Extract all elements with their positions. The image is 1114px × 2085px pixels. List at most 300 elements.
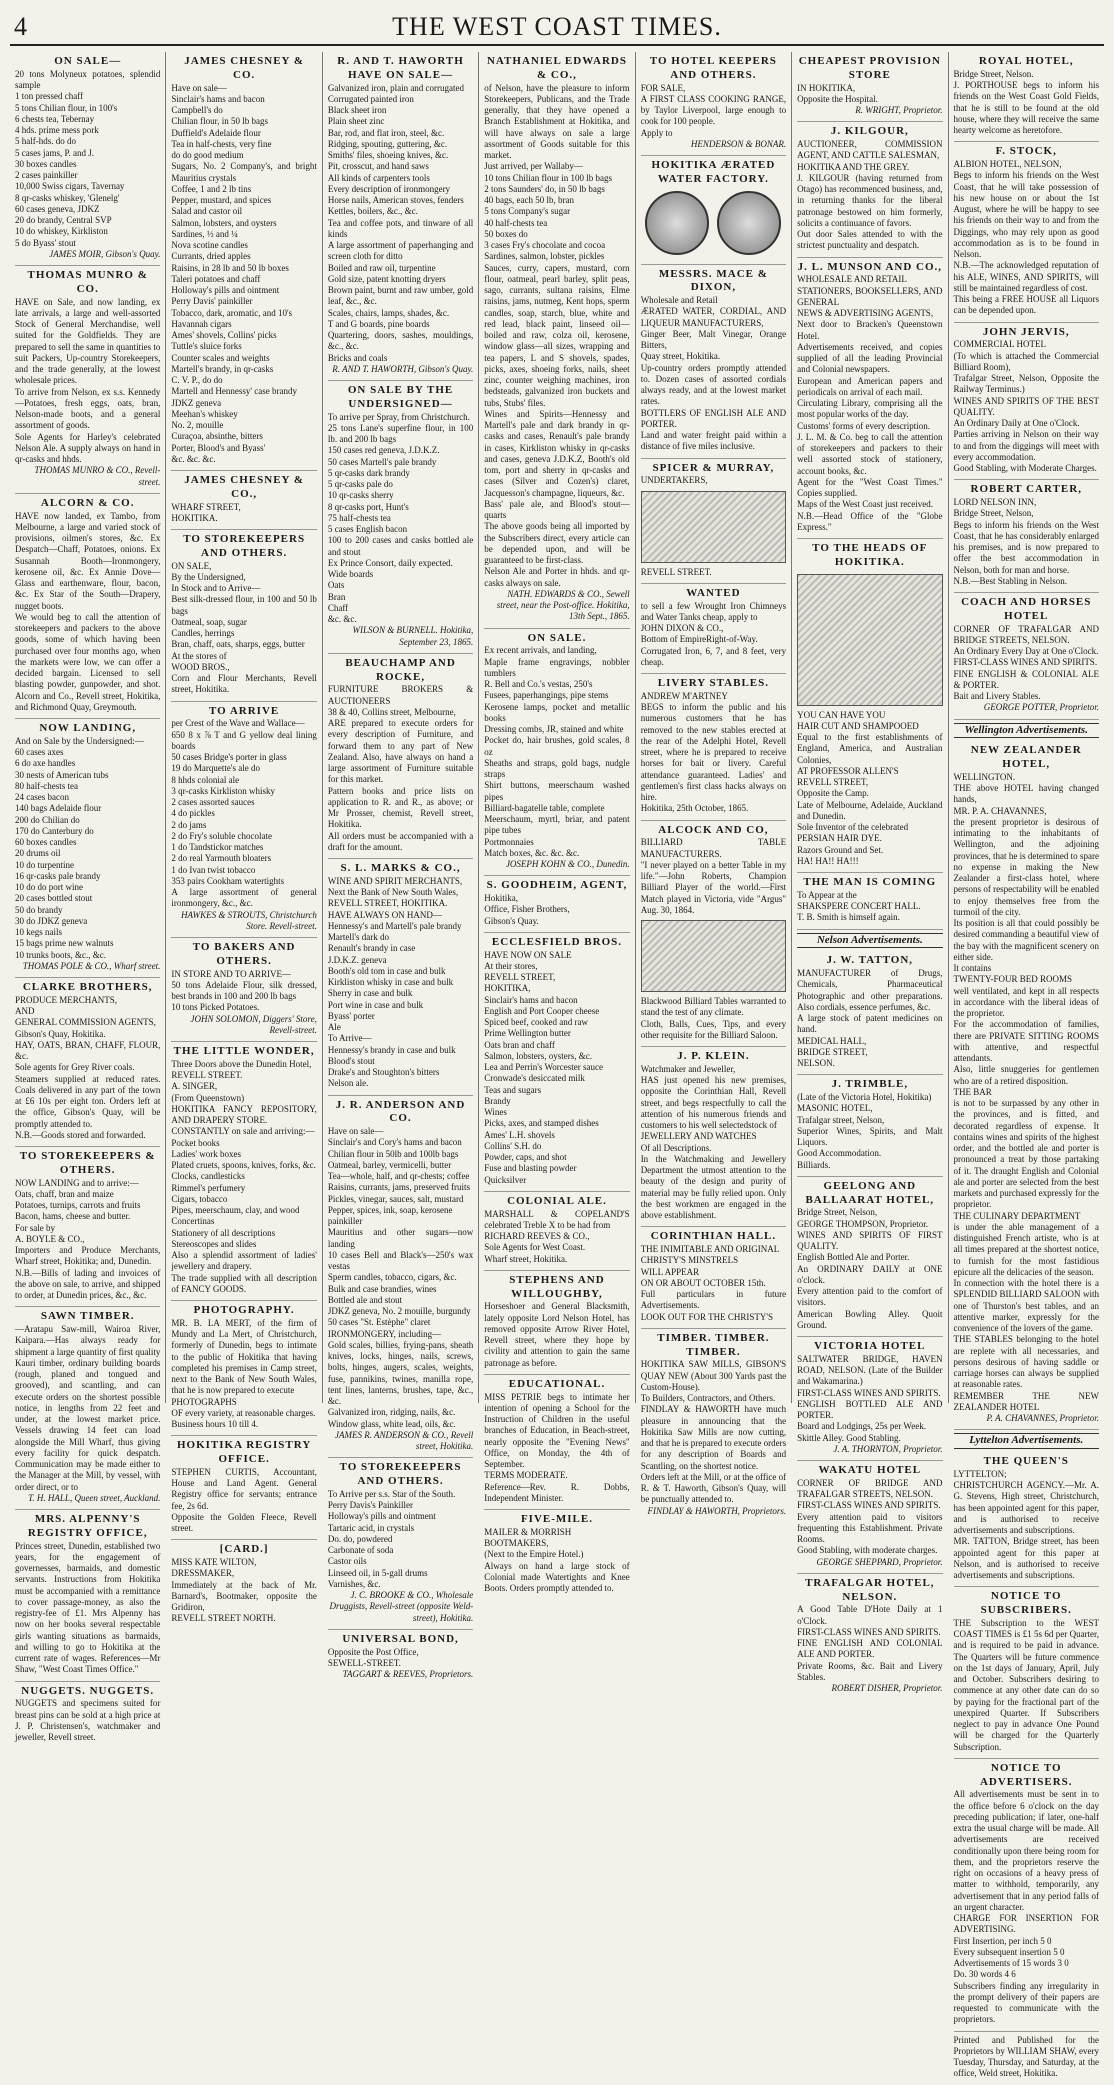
ad-line: By the Undersigned, <box>171 571 246 582</box>
ad-line: Potatoes, turnips, carrots and fruits <box>15 1200 141 1210</box>
section-banner: Nelson Advertisements. <box>797 933 942 949</box>
ad-line: N.B.—Goods stored and forwarded. <box>15 1129 146 1140</box>
advertisement <box>954 52 1099 142</box>
ad-line: Brandy <box>484 1095 511 1106</box>
ad-line: Begs to inform his friends on the West Coast, that he will take possession of his new house on or about the 1st August, where he will be happy to see his friends on their way to and from the Diggings, who may rely upon as good accommodation as is to be found in Nelson. <box>953 170 1099 259</box>
ad-line: 80 half-chests tea <box>15 780 78 791</box>
ad-line: 10 do turpentine <box>15 859 74 870</box>
advertisement <box>15 1147 160 1307</box>
advertisement <box>641 1227 786 1329</box>
ad-line: Martell and Hennessy' case brandy <box>171 386 297 397</box>
advertisement <box>954 1452 1099 1587</box>
ad-line: well ventilated, and kept in all respects in accordance with the liberal ideas of the proprietor. <box>953 985 1099 1018</box>
ad-line: For sale by <box>15 1222 55 1233</box>
ad-line: T. B. Smith is himself again. <box>797 912 900 923</box>
advertisement <box>797 258 942 540</box>
ad-heading: PHOTOGRAPHY. <box>193 1304 295 1316</box>
ad-signature: J. C. BROOKE & CO., Wholesale Druggists, Revell-street (opposite Weld-street), Hokitika. <box>329 1590 474 1623</box>
ad-heading: TO STOREKEEPERS & OTHERS. <box>19 1150 156 1176</box>
ad-line: 2 do Fry's soluble chocolate <box>171 830 273 841</box>
ad-heading: ECCLESFIELD BROS. <box>491 935 623 948</box>
ad-line: Every subsequent insertion 5 0 <box>953 1946 1065 1957</box>
ad-line: Office, Fisher Brothers, <box>484 904 570 915</box>
ad-line: Reference—Rev. R. Dobbs, Independent Minister. <box>484 1481 630 1503</box>
ad-line: IN STORE AND TO ARRIVE— <box>171 968 291 979</box>
ad-line: 5 qr-casks pale do <box>327 479 393 489</box>
ad-line: 10 trunks boots, &c., &c. <box>15 949 106 960</box>
ad-line: 15 bags prime new walnuts <box>15 938 114 949</box>
ad-line: 40 bags, each 50 lb, bran <box>484 195 574 205</box>
ad-line: STATIONERS, BOOKSELLERS, AND GENERAL <box>797 285 943 307</box>
advertisement <box>328 52 473 381</box>
ad-line: COMMERCIAL HOTEL <box>953 339 1046 350</box>
ad-line: Do. 30 words 4 6 <box>953 1969 1016 1980</box>
ad-line: A large stock of patent medicines on hand. <box>797 1013 943 1035</box>
ad-line: Apply to <box>640 127 673 138</box>
advertisement <box>954 480 1099 593</box>
ad-line: Three Doors above the Dunedin Hotel, <box>171 1058 312 1069</box>
engraving-illustration <box>641 491 786 563</box>
ad-line: MISS KATE WILTON, <box>171 1557 257 1567</box>
ad-signature: ROBERT DISHER, Proprietor. <box>831 1683 943 1693</box>
ad-signature: THOMAS POLE & CO., Wharf street. <box>22 960 161 971</box>
ad-heading: UNIVERSAL BOND, <box>342 1632 459 1645</box>
ad-line: 50 cases Martell's pale brandy <box>327 456 437 467</box>
ad-line: Boiled and raw oil, turpentine <box>327 262 436 273</box>
ad-line: REVELL STREET. <box>640 566 712 577</box>
ad-line: 38 & 40, Collins street, Melbourne, <box>327 706 456 717</box>
ad-heading: HOKITIKA ÆRATED WATER FACTORY. <box>651 159 776 185</box>
ad-heading: J. P. KLEIN. <box>677 1050 750 1062</box>
advertisement <box>484 933 629 1192</box>
ad-line: 60 cases geneva, JDKZ <box>15 203 100 214</box>
ad-line: Cloth, Balls, Cues, Tips, and every other requisite for the Billiard Saloon. <box>640 1018 787 1040</box>
ad-heading: CORINTHIAN HALL. <box>650 1230 777 1243</box>
ad-heading: HOKITIKA REGISTRY OFFICE. <box>176 1439 312 1465</box>
ad-line: REVELL STREET. <box>171 1070 243 1080</box>
ad-line: Salmon, lobsters, oysters, &c. <box>484 1050 593 1061</box>
ad-line: Bridge Street, Nelson, <box>953 508 1034 519</box>
ad-line: Opposite the Camp. <box>797 788 869 799</box>
ad-line: FOR SALE, <box>640 82 686 93</box>
ad-line: Wines and Spirits—Hennessy and Martell's pale and dark brandy in qr-casks and cases, Renault's pale brandy in cases, Kirkliston whisky in qr-casks and cases, geneva J.D.K.Z, Booth's old tom, port and sherry in qr-casks and cases (Silver and Cozen's) claret, Jacquesson's champagne, liqueurs, &c. <box>484 408 630 498</box>
ad-line: WINES AND SPIRITS OF FIRST QUALITY. <box>797 1229 943 1251</box>
advertisement <box>328 1630 473 1686</box>
ad-line: Byass' porter <box>327 1010 375 1021</box>
ad-line: is under the able management of a distinguished French artiste, who is at all times prepared at the shortest notice, to furnish for the most fastidious epicure all the delicacies of the season. <box>953 1221 1099 1277</box>
ad-line: THE Subscription to the WEST COAST TIMES is £1 5s 6d per Quarter, and is required to be paid in advance. The Quarters will be future commence on the 1st days of January, April, July and October. Subscribers desiring to commence at any other date can do so by paying for the fractional part of the unexpired Quarter. If Subscribers neglect to pay in advance One Pound will be charged for the Quarterly Subscription. <box>953 1617 1099 1752</box>
ad-line: N.B.—Bills of lading and invoices of the above on sale, to arrive, and shipped to order, at Dunedin prices, &c., &c. <box>15 1267 161 1300</box>
advertisement <box>171 52 316 471</box>
ad-line: A. BOYLE & CO., <box>15 1233 85 1244</box>
ad-line: 50 cases Bridge's porter in glass <box>171 752 287 762</box>
ad-line: 5 cases English bacon <box>327 524 408 534</box>
ad-heading: JOHN JERVIS, <box>982 325 1070 338</box>
ad-line: 20 cases bottled stout <box>15 893 93 904</box>
ad-line: N.B.—Head Office of the "Globe Express." <box>797 510 943 532</box>
ad-line: WINES AND SPIRITS OF THE BEST QUALITY. <box>953 395 1099 417</box>
ad-line: 5 cases jams, P. and J. <box>15 147 94 158</box>
ad-signature: TAGGART & REEVES, Proprietors. <box>342 1669 474 1679</box>
ad-line: An Ordinary Every Day at One o'Clock. <box>953 646 1099 656</box>
ad-line: THE above HOTEL having changed hands, <box>953 783 1099 805</box>
ad-line: Gold scales, billies, frying-pans, sheath knives, locks, hinges, nails, screws, bolts, hinges, augers, scales, weights, fuse, pannikins, twines, manilla rope, tent lines, lanterns, brushes, tape, &c., &c. <box>327 1339 474 1406</box>
ad-line: Hokitika, <box>484 893 519 903</box>
advertisement <box>797 122 942 257</box>
ad-line: Plain sheet zinc <box>327 116 385 127</box>
ad-heading: NOW LANDING, <box>39 722 137 734</box>
ad-signature: JAMES MOIR, Gibson's Quay. <box>49 248 161 259</box>
ad-line: Lea and Perrin's Worcester sauce <box>484 1062 603 1072</box>
ad-line: To arrive per Spray, from Christchurch. <box>327 411 470 422</box>
ad-line: Circulating Library, comprising all the most popular works of the day. <box>797 398 943 420</box>
ad-line: Begs to inform his friends on the West Coast, that he has considerably enlarged his premises, and is now prepared to offer the best accommodation in Nelson, both for man and horse. <box>953 519 1099 575</box>
ad-line: Subscribers finding any irregularity in the prompt delivery of their papers are requested to communicate with the proprietors. <box>953 1980 1099 2025</box>
ad-heading: J. W. TATTON, <box>826 954 914 967</box>
ad-line: Havannah cigars <box>171 318 232 329</box>
ad-line: Billiards. <box>797 1159 831 1170</box>
ad-line: 50 tons Adelaide Flour, silk dressed, best brands in 100 and 200 lb bags <box>171 979 317 1001</box>
ad-heading: JAMES CHESNEY & CO., <box>184 474 304 500</box>
ad-line: 8 qr-casks whiskey, 'Glenelg' <box>15 192 120 203</box>
ad-line: Immediately at the back of Mr. Barnard's, Bootmaker, opposite the Gridiron, <box>171 1579 317 1612</box>
ad-line: ON SALE, <box>171 560 212 571</box>
ad-line: Nova scotine candles <box>171 240 248 250</box>
ad-line: Agent for the "West Coast Times." Copies supplied. <box>797 476 943 498</box>
ad-line: HAVE now landed, ex Tambo, from Melbourne, a large and varied stock of provisions, oilmen's stores, &c. Ex Despatch—Chaff, Potatoes, onions. Ex Susannah Booth—Ironmongery, kerosene oil, &c. Ex Annie Dove—Glass and earthenware, flour, bacon, &c. Ex Star of the South—Drapery, nugget boots. <box>15 510 161 611</box>
ad-heading: TO STOREKEEPERS AND OTHERS. <box>183 533 306 559</box>
ad-line: To Arrive— <box>327 1033 372 1044</box>
ad-line: Fusees, paperhangings, pipe stems <box>484 690 609 701</box>
ad-line: 20 drums oil <box>15 848 61 859</box>
ad-line: 5 tons Company's sugar <box>484 206 571 217</box>
ad-heading: VICTORIA HOTEL <box>814 1340 926 1352</box>
ad-heading: CHEAPEST PROVISION STORE <box>798 55 941 81</box>
ad-heading: J. L. MUNSON AND CO., <box>797 260 943 273</box>
advertisement <box>484 1510 629 1599</box>
advertisement <box>171 530 316 702</box>
ad-line: Shirt buttons, meerschaum washed pipes <box>484 780 630 802</box>
advertisement <box>797 52 942 122</box>
ad-line: Taleri potatoes and chaff <box>171 273 261 284</box>
ad-line: It contains <box>953 963 992 973</box>
ad-line: the present proprietor is desirous of intimating to the inhabitants of Wellington, and the adjoining provinces, that he is determined to spare no expense in making the New Zealander a first-class hotel, where persons of respectability will be enabled to enjoy themselves free from the turmoil of the city. <box>953 816 1099 917</box>
ad-line: 2 do real Yarmouth bloaters <box>171 853 272 864</box>
ad-line: JOHN DIXON & CO., <box>640 623 724 633</box>
ad-heading: TO STOREKEEPERS AND OTHERS. <box>339 1461 462 1487</box>
ad-line: Sinclair's hams and bacon <box>171 93 265 104</box>
ad-line: JDKZ geneva, No. 2 mouille, burgundy <box>327 1306 471 1316</box>
ad-line: ENGLISH BOTTLED ALE AND PORTER. <box>797 1398 943 1420</box>
ad-line: FINE ENGLISH & COLONIAL ALE & PORTER. <box>953 668 1099 690</box>
masthead <box>10 8 1104 46</box>
ad-line: 10 tons Picked Potatoes. <box>171 1002 260 1013</box>
ad-line: WELLINGTON. <box>953 771 1016 782</box>
ad-line: Razors Ground and Set. <box>797 844 884 855</box>
ad-heading: EDUCATIONAL. <box>508 1377 606 1390</box>
ad-line: At the stores of <box>171 650 227 661</box>
ad-line: Cigars, tobacco <box>171 1193 228 1204</box>
ad-heading: MESSRS. MACE & DIXON, <box>658 267 768 294</box>
ad-line: A. SINGER, <box>171 1081 218 1092</box>
ad-line: A large assortment of general ironmongery, &c., &c. <box>171 887 317 909</box>
ad-line: Booth's old tom in case and bulk <box>327 965 446 976</box>
ad-line: painkiller <box>327 1216 363 1226</box>
ad-line: Do. do, powdered <box>327 1533 393 1544</box>
ad-heading: FIVE-MILE. <box>520 1513 593 1525</box>
ad-line: REVELL STREET, HOKITIKA. <box>327 898 448 909</box>
ad-line: LYTTELTON; <box>953 1468 1007 1479</box>
ad-line: J.D.K.Z. geneva <box>327 954 387 965</box>
ad-heading: GEELONG AND BALLAARAT HOTEL, <box>805 1179 935 1206</box>
ad-heading: ROYAL HOTEL, <box>978 55 1074 67</box>
ad-line: C. V. P., do do <box>171 375 223 385</box>
ad-line: Pattern books and price lists on application to R. and R., as above; or Mr Prosser, chemist, Revell street, Hokitika. <box>327 785 474 830</box>
ad-line: IRONMONGERY, including— <box>327 1328 442 1339</box>
ad-line: Of all Descriptions. <box>640 1142 712 1153</box>
ad-line: REVELL STREET NORTH. <box>171 1613 276 1624</box>
ad-signature: THOMAS MUNRO & CO., Revell-street. <box>34 465 161 487</box>
ad-line: Raisins, currants, jams, preserved fruits <box>327 1182 471 1193</box>
ad-line: A large assortment of paperhanging and screen cloth for ditto <box>327 240 474 262</box>
ad-line: NELSON. <box>797 1058 835 1068</box>
ad-line: ARE prepared to execute orders for every description of Furniture, and forward them to any part of New Zealand. Also, have always on hand a large assortment of Furniture suitable for this market. <box>327 718 474 785</box>
ad-line: Gibson's Quay, Hokitika. <box>15 1028 106 1039</box>
ad-line: Perry Davis's Painkiller <box>327 1500 413 1510</box>
ad-line: Bran <box>327 591 346 602</box>
ad-line: An Ordinary Daily at One o'Clock. <box>953 418 1080 428</box>
ad-line: 10 tons Chilian flour in 100 lb bags <box>484 172 613 183</box>
ad-line: 4 hds. prime mess pork <box>15 125 99 135</box>
ad-line: 24 cases bacon <box>15 792 69 802</box>
ad-line: Tea and coffee pots, and tinware of all kinds <box>327 217 474 239</box>
ad-line: J. KILGOUR (having returned from Otago) has recommenced business, and, in returning thanks for the liberal patronage bestowed on him formerly, solicits a continuance of favors. <box>797 172 943 228</box>
ad-line: Also, little snuggeries for gentlemen who are of a retired disposition. <box>953 1064 1099 1086</box>
ad-line: HAVE ALWAYS ON HAND— <box>327 909 442 920</box>
ad-line: First Insertion, per inch 5 0 <box>953 1935 1052 1946</box>
ad-line: Late of Melbourne, Adelaide, Auckland and Dunedin. <box>797 799 943 821</box>
medal-front-icon <box>645 191 709 255</box>
ad-line: Smiths' files, shoeing knives, &c. <box>327 150 449 160</box>
ad-line: Oats, chaff, bran and maize <box>15 1188 114 1199</box>
ad-line: Always on hand a large stock of Colonial made Watertights and Knee Boots. Orders promptly attended to. <box>484 1560 630 1593</box>
ad-line: 140 bags Adelaide flour <box>15 803 102 814</box>
column-3 <box>323 52 479 1679</box>
ad-line: Up-country orders promptly attended to. Dozen cases of assorted cordials always ready, and at the lowest market rates. <box>640 362 787 407</box>
ad-line: And on Sale by the Undersigned:— <box>15 735 144 746</box>
ad-line: 1 do Tandstickor matches <box>171 842 264 852</box>
ad-signature: P. A. CHAVANNES, Proprietor. <box>986 1413 1099 1423</box>
ad-line: Opposite the Golden Fleece, Revell street. <box>171 1511 317 1533</box>
ad-signature: R. AND T. HAWORTH, Gibson's Quay. <box>332 363 474 374</box>
ad-line: MR. TATTON, Bridge street, has been appointed agent for this paper at Nelson, and is authorised to receive advertisements and subscriptions. <box>953 1536 1099 1580</box>
ad-line: J. PORTHOUSE begs to inform his friends on the West Coast Gold Fields, that he is still to be found at the old house, where they will receive the same hearty welcome as heretofore. <box>953 80 1099 135</box>
ad-line: BOTTLERS OF ENGLISH ALE AND PORTER. <box>640 407 787 429</box>
ad-heading: THE QUEEN'S <box>983 1455 1069 1467</box>
ad-line: 5 qr-casks dark brandy <box>327 467 410 478</box>
ad-line: Bridge Street, Nelson. <box>953 68 1034 79</box>
ad-line: Carbonate of soda <box>327 1545 394 1555</box>
advertisement <box>171 1301 316 1436</box>
ad-line: Stationery of all descriptions <box>171 1227 276 1238</box>
ad-line: We would beg to call the attention of storekeepers and packers to the above goods, some of which having been purchased over four months ago, when the markets were low, we can offer a decided bargain. Licensed to sell blasting powder, gunpowder, and shot. Alcorn and Co., Revell street, Hokitika, and Richmond Quay, Greymouth. <box>15 611 161 712</box>
ad-line: Nelson ale. <box>327 1078 369 1089</box>
ad-line: Tea in half-chests, very fine <box>171 138 272 149</box>
ad-line: English Bottled Ale and Porter. <box>797 1252 910 1263</box>
advertisement <box>171 938 316 1042</box>
ad-signature: JAMES R. ANDERSON & CO., Revell street, Hokitika. <box>334 1429 474 1451</box>
ad-line: 50 cases "St. Estèphe" claret <box>327 1317 431 1328</box>
ad-line: To Arrive per s.s. Star of the South. <box>327 1488 456 1499</box>
advertisement <box>641 52 786 156</box>
ad-line: HOKITIKA FANCY REPOSITORY, AND DRAPERY STORE. <box>171 1103 317 1125</box>
ad-line: Campbell's do <box>171 105 223 115</box>
column-4 <box>479 52 635 1593</box>
ad-line: Billiard-bagatelle table, complete <box>484 802 605 813</box>
ad-line: Ames' L.H. shovels <box>484 1129 555 1140</box>
ad-line: WILL APPEAR <box>640 1266 700 1277</box>
ad-line: To Builders, Contractors, and Others. <box>640 1393 776 1403</box>
ad-line: Tea—whole, half, and qr-chests; coffee <box>327 1171 470 1181</box>
ad-line: 16 qr-casks pale brandy <box>15 870 101 881</box>
ad-line: Pepper, mustard, and spices <box>171 195 272 205</box>
ad-heading: S. GOODHEIM, AGENT, <box>486 879 628 892</box>
ad-line: Oats <box>327 580 345 591</box>
ad-heading: TRAFALGAR HOTEL, NELSON. <box>805 1576 935 1603</box>
ad-line: FINE ENGLISH AND COLONIAL ALE AND PORTER. <box>797 1638 943 1660</box>
ad-line: Coffee, 1 and 2 lb tins <box>171 183 252 194</box>
ad-line: JDKZ geneva <box>171 397 222 408</box>
ad-line: 30 boxes candles <box>15 158 77 169</box>
advertisement <box>797 1177 942 1337</box>
ad-line: Pocket books <box>171 1137 220 1148</box>
ad-line: Pipes, meerschaum, clay, and wood <box>171 1205 300 1215</box>
advertisement <box>954 741 1099 1430</box>
ad-line: NOW LANDING and to arrive:— <box>15 1177 139 1188</box>
ad-line: Horseshoer and General Blacksmith, lately opposite Lord Nelson Hotel, has removed opposite Arrow River Hotel, Revell street, where they hope by civility and attention to gain the same patronage as before. <box>484 1301 630 1368</box>
ad-line: 8 hhds colonial ale <box>171 774 240 785</box>
ad-line: 150 cases red geneva, J.D.K.Z. <box>327 445 440 456</box>
ad-heading: NUGGETS. NUGGETS. <box>21 1684 155 1697</box>
ad-line: OF every variety, at reasonable charges. <box>171 1407 316 1418</box>
ad-line: 10 qr-casks sherry <box>327 490 394 501</box>
ad-line: CORNER OF BRIDGE AND TRAFALGAR STREETS, NELSON. <box>797 1477 943 1499</box>
ad-line: MEDICAL HALL, <box>797 1035 867 1046</box>
ad-line: Watchmaker and Jeweller, <box>640 1063 736 1074</box>
ad-line: Superior Wines, Spirits, and Malt Liquors. <box>797 1125 943 1147</box>
advertisement <box>954 1587 1099 1759</box>
advertisement <box>954 142 1099 322</box>
advertisement <box>797 1574 942 1700</box>
ad-heading: ON SALE. <box>527 631 587 644</box>
ad-heading: WANTED <box>686 586 741 599</box>
advertisement <box>797 951 942 1075</box>
advertisement <box>328 1096 473 1459</box>
advertisement <box>641 821 786 1048</box>
ad-line: 6 do axe handles <box>15 758 76 769</box>
ad-line: Gold size, patent knotting dryers <box>327 273 446 284</box>
ad-line: Printed and Published for the Proprietors by WILLIAM SHAW, every Tuesday, Thursday, and Saturday, at the office, Weld street, Hokitika. <box>953 2034 1099 2079</box>
ad-line: Quay street, Hokitika. <box>640 351 721 362</box>
ad-heading: SPICER & MURRAY, <box>652 461 775 474</box>
advertisement <box>641 265 786 459</box>
ad-heading: J. TRIMBLE, <box>831 1078 909 1091</box>
advertisement <box>328 859 473 1096</box>
ad-line: REVELL STREET, <box>484 972 556 982</box>
advertisement <box>171 471 316 530</box>
ad-line: 50 do brandy <box>15 904 63 915</box>
ad-heading: TIMBER. TIMBER. TIMBER. <box>657 1331 770 1358</box>
ad-signature: HENDERSON & BONAR. <box>690 138 787 149</box>
advertisement <box>641 674 786 821</box>
ad-line: Private Rooms, &c. Bait and Livery Stables. <box>797 1660 943 1682</box>
column-6 <box>792 52 948 1693</box>
advertisement <box>484 52 629 629</box>
ad-line: To arrive from Nelson, ex s.s. Kennedy—Potatoes, fresh eggs, oats, bran, Nelson-made boots, and a general assortment of goods. <box>15 386 161 431</box>
ad-line: Maps of the West Coast just received. <box>797 499 933 510</box>
ad-line: Pickles, vinegar, sauces, salt, mustard <box>327 1193 464 1204</box>
ad-line: Stereoscopes and slides <box>171 1238 257 1249</box>
ad-line: Bricks and coals <box>327 352 388 363</box>
ad-line: 3 qr-casks Kirkliston whisky <box>171 785 275 796</box>
ad-signature: FINDLAY & HAWORTH, Proprietors. <box>647 1505 787 1516</box>
ad-line: ÆRATED WATER, CORDIAL, AND LIQUEUR MANUFACTURERS, <box>640 306 787 328</box>
ad-line: 4 do pickles <box>171 808 215 819</box>
ad-line: Blood's stout <box>327 1055 375 1066</box>
ad-line: European and American papers and periodicals on arrival of each mail. <box>797 375 943 397</box>
ad-line: Good Stabling, with Moderate Charges. <box>953 463 1097 473</box>
ad-line: Equal to the first establishments of England, America, and Australian Colonies, <box>797 732 943 765</box>
ad-line: Quicksilver <box>484 1174 527 1185</box>
ad-line: FIRST-CLASS WINES AND SPIRITS. <box>953 657 1098 668</box>
ad-line: GEORGE THOMPSON, Proprietor. <box>797 1218 928 1229</box>
ad-line: Wharf street, Hokitika. <box>484 1253 568 1264</box>
ad-line: HAIR CUT AND SHAMPOOED <box>797 720 919 731</box>
section-banner: Wellington Advertisements. <box>954 723 1099 739</box>
ad-line: Bottom of EmpireRight-of-Way. <box>640 634 758 645</box>
ad-line: 5 tons Chilian flour, in 100's <box>15 102 118 113</box>
ad-heading: COLONIAL ALE. <box>507 1194 607 1207</box>
ad-heading: SAWN TIMBER. <box>40 1310 135 1323</box>
ad-line: BEGS to inform the public and his numerous customers that he has removed to the new stables erected at the rear of the Adelphi Hotel, Revell street, where he is prepared to receive horses for bait or livery. Careful attendance guaranteed. Ladies' and gentlemen's first class hacks always on hire. <box>640 702 787 802</box>
ad-line: Ridging, spouting, guttering, &c. <box>327 138 448 149</box>
ad-line: Meerschaum, myrtl, briar, and patent pipe tubes <box>484 814 630 836</box>
ad-line: Every attention paid to the comfort of visitors. <box>797 1286 943 1308</box>
ad-signature: R. WRIGHT, Proprietor. <box>855 105 943 115</box>
ad-line: Wines <box>484 1107 507 1117</box>
ad-line: MASONIC HOTEL, <box>797 1103 873 1114</box>
ad-line: No. 2, mouille <box>171 420 224 430</box>
advertisement <box>328 654 473 859</box>
ad-line: 2 cases painkiller <box>15 170 78 180</box>
ad-line: Galvanized iron, plain and corrugated <box>327 82 465 93</box>
medal-illustration <box>641 191 786 255</box>
ad-line: Wide boards <box>327 569 374 579</box>
advertisement <box>797 1461 942 1574</box>
advertisement <box>484 1271 629 1375</box>
ad-line: MAILER & MORRISH <box>484 1526 572 1537</box>
ad-line: Spiced beef, cooked and raw <box>484 1017 588 1027</box>
newspaper-title: THE WEST COAST TIMES. <box>392 12 722 41</box>
ad-line: PHOTOGRAPHS <box>171 1396 237 1407</box>
engraving-illustration <box>797 574 942 706</box>
ad-line: Holloway's pills and ointment <box>327 1511 436 1522</box>
ad-line: In connection with the hotel there is a SPLENDID BILLIARD SALOON with one of Thurston's best tables, and an attentive marker, expressly for the convenience of the lovers of the game. <box>953 1278 1099 1333</box>
ad-heading: TO ARRIVE <box>209 704 280 717</box>
ad-line: N.B.—The acknowledged reputation of his ALE, WINES, AND SPIRITS, will still be maintained regardless of cost. <box>953 260 1099 293</box>
ad-line: CORNER OF TRAFALGAR AND BRIDGE STREETS, NELSON. <box>953 623 1099 645</box>
advertisement <box>15 266 160 494</box>
